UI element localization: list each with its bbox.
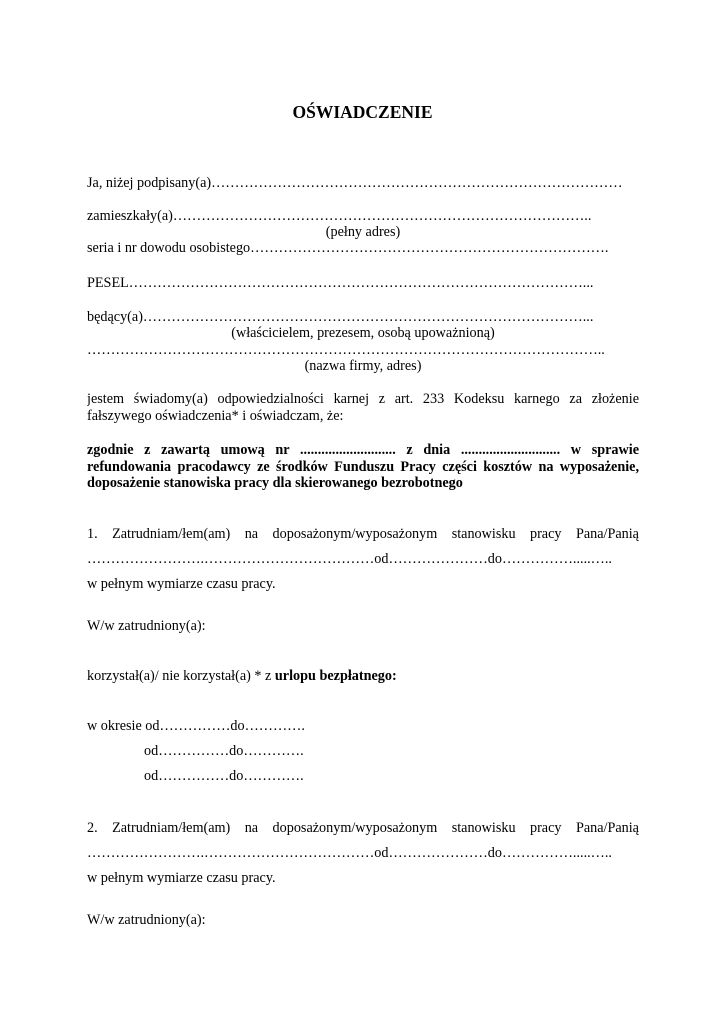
id-document-field-line: seria i nr dowodu osobistego………………………………………………………………….	[87, 240, 609, 256]
company-field-line: ………………………………………………………………………………………………..	[87, 342, 605, 358]
section1-dates-line: …………………….………………………………od…………………do…………….....…..	[87, 551, 612, 567]
document-title: OŚWIADCZENIE	[292, 102, 433, 122]
section1-fulltime-line: w pełnym wymiarze czasu pracy.	[87, 576, 276, 592]
agreement-line-3: doposażenie stanowiska pracy dla skierowanego bezrobotnego	[87, 475, 463, 491]
leave-bold-label: urlopu bezpłatnego:	[274, 668, 397, 684]
leave-period-1: w okresie od……………do………….	[87, 718, 305, 734]
role-field-line: będący(a)…………………………………………………………………………………...	[87, 309, 594, 325]
agreement-line-1: zgodnie z zawartą umową nr ........................... z dnia ............................ w sprawie	[87, 442, 639, 458]
declaration-line-1: jestem świadomy(a) odpowiedzialności karnej z art. 233 Kodeksu karnego za złożenie	[87, 391, 639, 407]
leave-period-3: od……………do………….	[144, 768, 304, 784]
section1-employed-label: W/w zatrudniony(a):	[87, 618, 206, 634]
agreement-line-2: refundowania pracodawcy ze środków Funduszu Pracy części kosztów na wyposażenie,	[87, 459, 639, 475]
leave-period-2: od……………do………….	[144, 743, 304, 759]
address-caption: (pełny adres)	[325, 224, 401, 240]
section2-fulltime-line: w pełnym wymiarze czasu pracy.	[87, 870, 276, 886]
leave-prefix: korzystał(a)/ nie korzystał(a) * z	[87, 668, 275, 684]
company-caption: (nazwa firmy, adres)	[304, 358, 422, 374]
pesel-field-line: PESEL……………………………………………………………………………………...	[87, 275, 594, 291]
role-caption: (właścicielem, prezesem, osobą upoważnioną)	[231, 325, 495, 341]
section1-leave-line	[87, 667, 639, 685]
section2-line-1: 2. Zatrudniam/łem(am) na doposażonym/wyposażonym stanowisku pracy Pana/Panią	[87, 820, 639, 836]
section1-line-1: 1. Zatrudniam/łem(am) na doposażonym/wyposażonym stanowisku pracy Pana/Panią	[87, 526, 639, 542]
section2-employed-label: W/w zatrudniony(a):	[87, 912, 206, 928]
name-field-line: Ja, niżej podpisany(a)……………………………………………………………………………	[87, 175, 623, 191]
section2-dates-line: …………………….………………………………od…………………do…………….....…..	[87, 845, 612, 861]
address-field-line: zamieszkały(a)……………………………………………………………………………..	[87, 208, 592, 224]
declaration-line-2: fałszywego oświadczenia* i oświadczam, że:	[87, 408, 344, 424]
